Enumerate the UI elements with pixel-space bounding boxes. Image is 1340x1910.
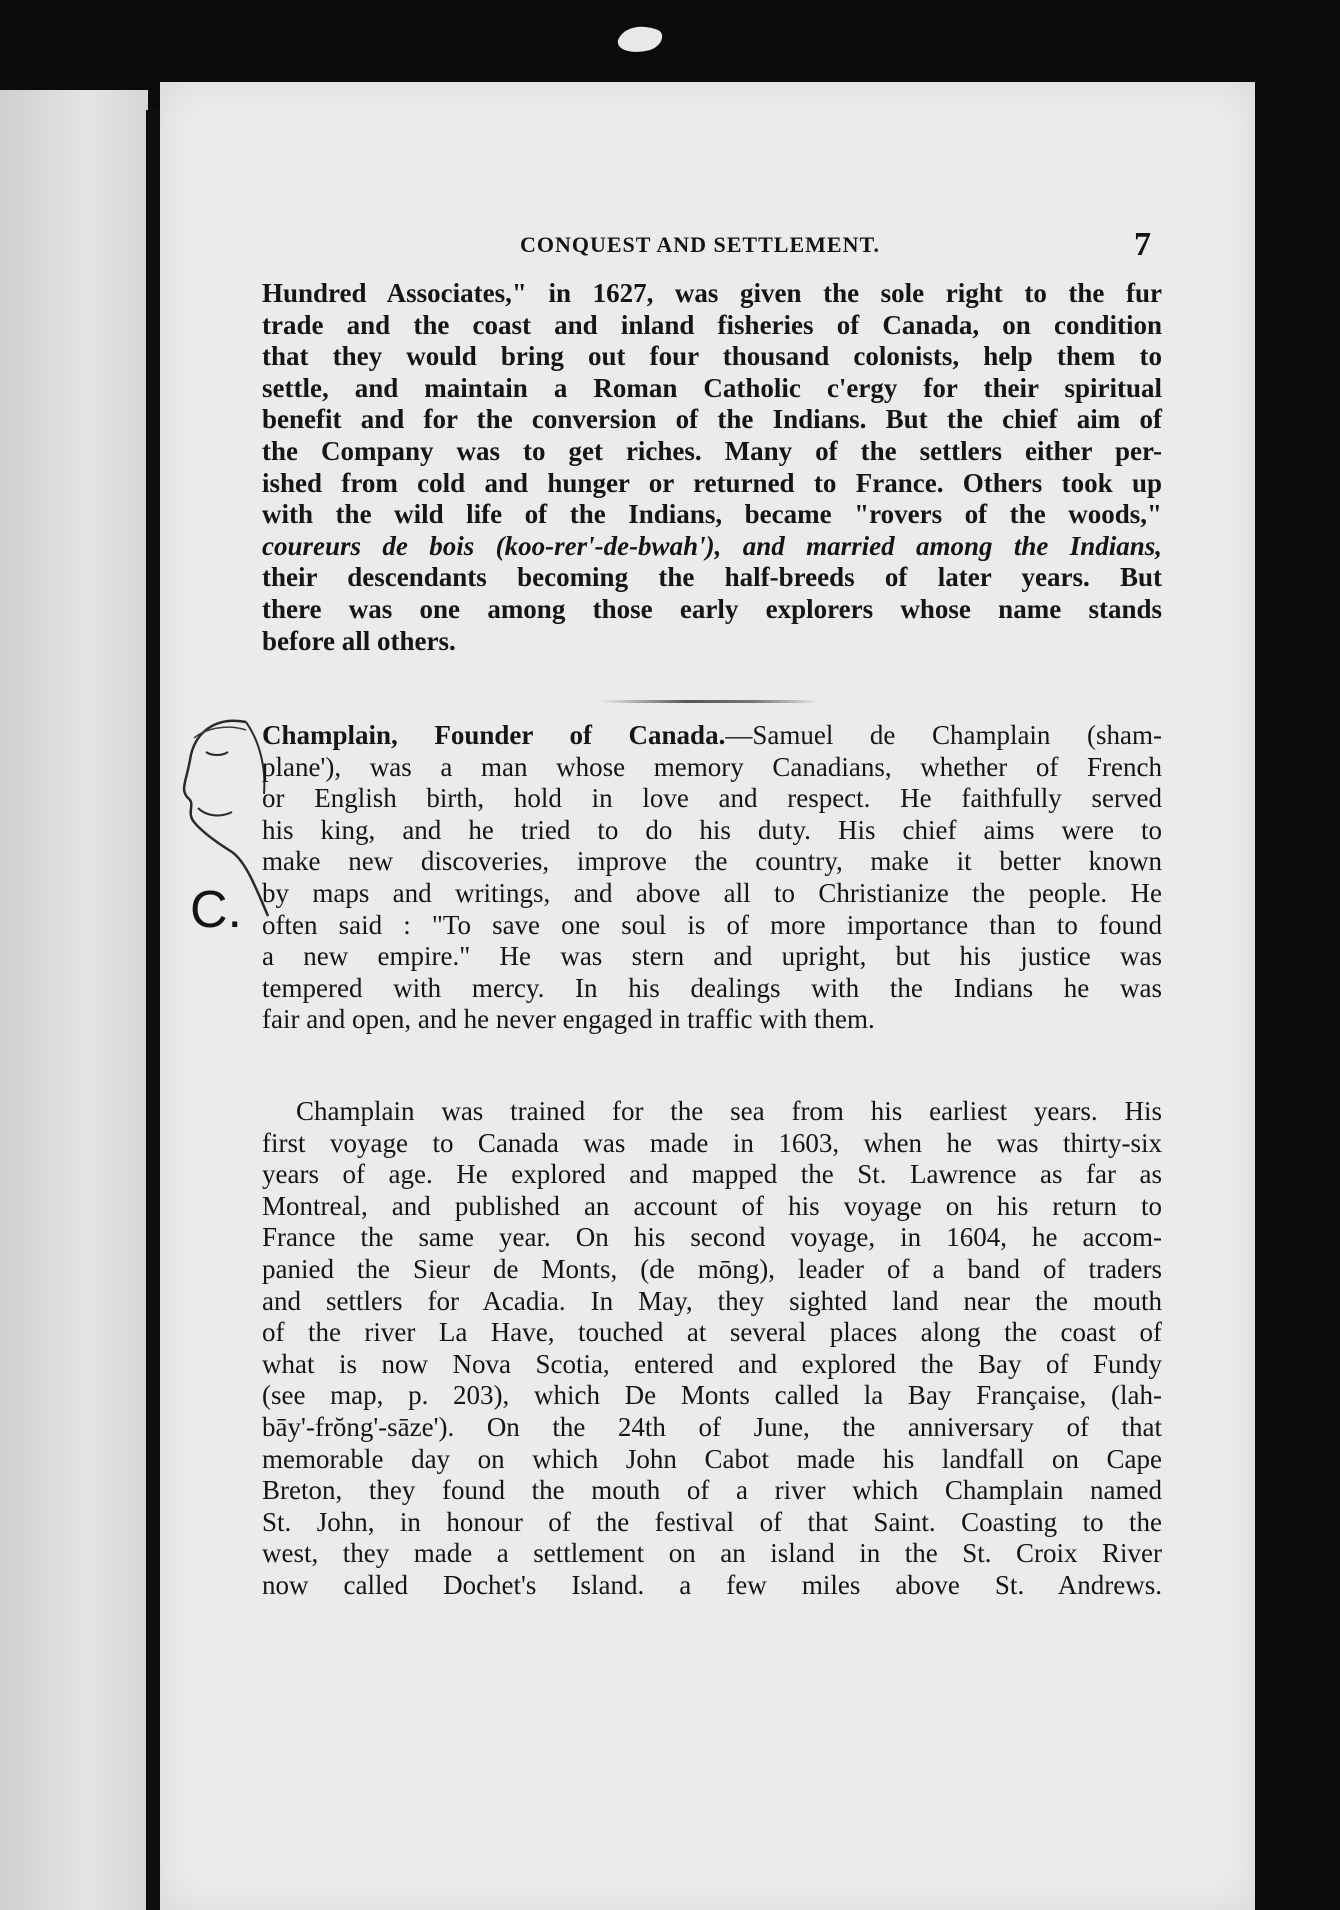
adjacent-page-edge	[0, 90, 148, 1910]
text-line: the Company was to get riches. Many of the settlers either per-	[262, 435, 1162, 466]
text-line: with the wild life of the Indians, became "rovers of the woods,"	[262, 499, 1162, 530]
text-line: tempered with mercy. In his dealings with the Indians he was	[262, 972, 1162, 1003]
running-title: CONQUEST AND SETTLEMENT.	[520, 232, 880, 257]
paragraph-champlain-voyages	[262, 1096, 1162, 1602]
text-line: Champlain was trained for the sea from his earliest years. His	[296, 1096, 1162, 1126]
text-line: France the same year. On his second voyage, in 1604, he accom-	[262, 1222, 1162, 1253]
section-heading: Champlain, Founder of Canada.	[262, 720, 726, 750]
text-line: years of age. He explored and mapped the St. Lawrence as far as	[262, 1159, 1162, 1190]
text-line: panied the Sieur de Monts, (de mōng), leader of a band of traders	[262, 1253, 1162, 1284]
text-line: Montreal, and published an account of his voyage on his return to	[262, 1190, 1162, 1221]
text-line: coureurs de bois (koo-rer'-de-bwah'), and married among the Indians,	[262, 530, 1162, 561]
text-line: often said : "To save one soul is of more importance than to found	[262, 909, 1162, 940]
text-line: fair and open, and he never engaged in traffic with them.	[262, 1004, 875, 1035]
text-line: west, they made a settlement on an island in the St. Croix River	[262, 1538, 1162, 1569]
text-line: that they would bring out four thousand colonists, help them to	[262, 341, 1162, 372]
margin-mark: C.	[190, 881, 242, 939]
text-line: or English birth, hold in love and respect. He faithfully served	[262, 783, 1162, 814]
text-line	[262, 720, 1162, 752]
text-line: before all others.	[262, 625, 456, 656]
running-header	[520, 226, 1160, 266]
text-line: bāy'-frŏng'-sāze'). On the 24th of June, the anniversary of that	[262, 1411, 1162, 1442]
text-line: and settlers for Acadia. In May, they sighted land near the mouth	[262, 1285, 1162, 1316]
text-line: benefit and for the conversion of the Indians. But the chief aim of	[262, 404, 1162, 435]
text-line: now called Dochet's Island. a few miles above St. Andrews.	[262, 1569, 1162, 1600]
book-gutter	[146, 110, 160, 1910]
text-line: make new discoveries, improve the country, make it better known	[262, 846, 1162, 877]
text-line: there was one among those early explorers whose name stands	[262, 593, 1162, 624]
text-line: a new empire." He was stern and upright, but his justice was	[262, 941, 1162, 972]
text-line: settle, and maintain a Roman Catholic c'ergy for their spiritual	[262, 372, 1162, 403]
ink-blot	[612, 20, 668, 56]
paragraph-hundred-associates	[262, 278, 1162, 657]
text-line: Hundred Associates," in 1627, was given the sole right to the fur	[262, 278, 1162, 308]
scan-border	[1255, 140, 1340, 1910]
text-line: what is now Nova Scotia, entered and explored the Bay of Fundy	[262, 1348, 1162, 1379]
text-line: of the river La Have, touched at several places along the coast of	[262, 1317, 1162, 1348]
page-number: 7	[1134, 226, 1152, 263]
text-line: their descendants becoming the half-breeds of later years. But	[262, 562, 1162, 593]
paragraph-champlain-founder	[262, 720, 1162, 1036]
text-line: Breton, they found the mouth of a river which Champlain named	[262, 1475, 1162, 1506]
text-line: St. John, in honour of the festival of that Saint. Coasting to the	[262, 1506, 1162, 1537]
text-line: trade and the coast and inland fisheries of Canada, on condition	[262, 309, 1162, 340]
text-line: (see map, p. 203), which De Monts called la Bay Française, (lah-	[262, 1380, 1162, 1411]
text-line: by maps and writings, and above all to Christianize the people. He	[262, 877, 1162, 908]
text-line: memorable day on which John Cabot made his landfall on Cape	[262, 1443, 1162, 1474]
text-line: his king, and he tried to do his duty. His chief aims were to	[262, 814, 1162, 845]
text-line: first voyage to Canada was made in 1603, when he was thirty-six	[262, 1127, 1162, 1158]
text-line: plane'), was a man whose memory Canadians, whether of French	[262, 751, 1162, 782]
heading-continuation: —Samuel de Champlain (sham-	[725, 720, 1162, 750]
text-line: ished from cold and hunger or returned to France. Others took up	[262, 467, 1162, 498]
section-rule	[600, 700, 820, 703]
